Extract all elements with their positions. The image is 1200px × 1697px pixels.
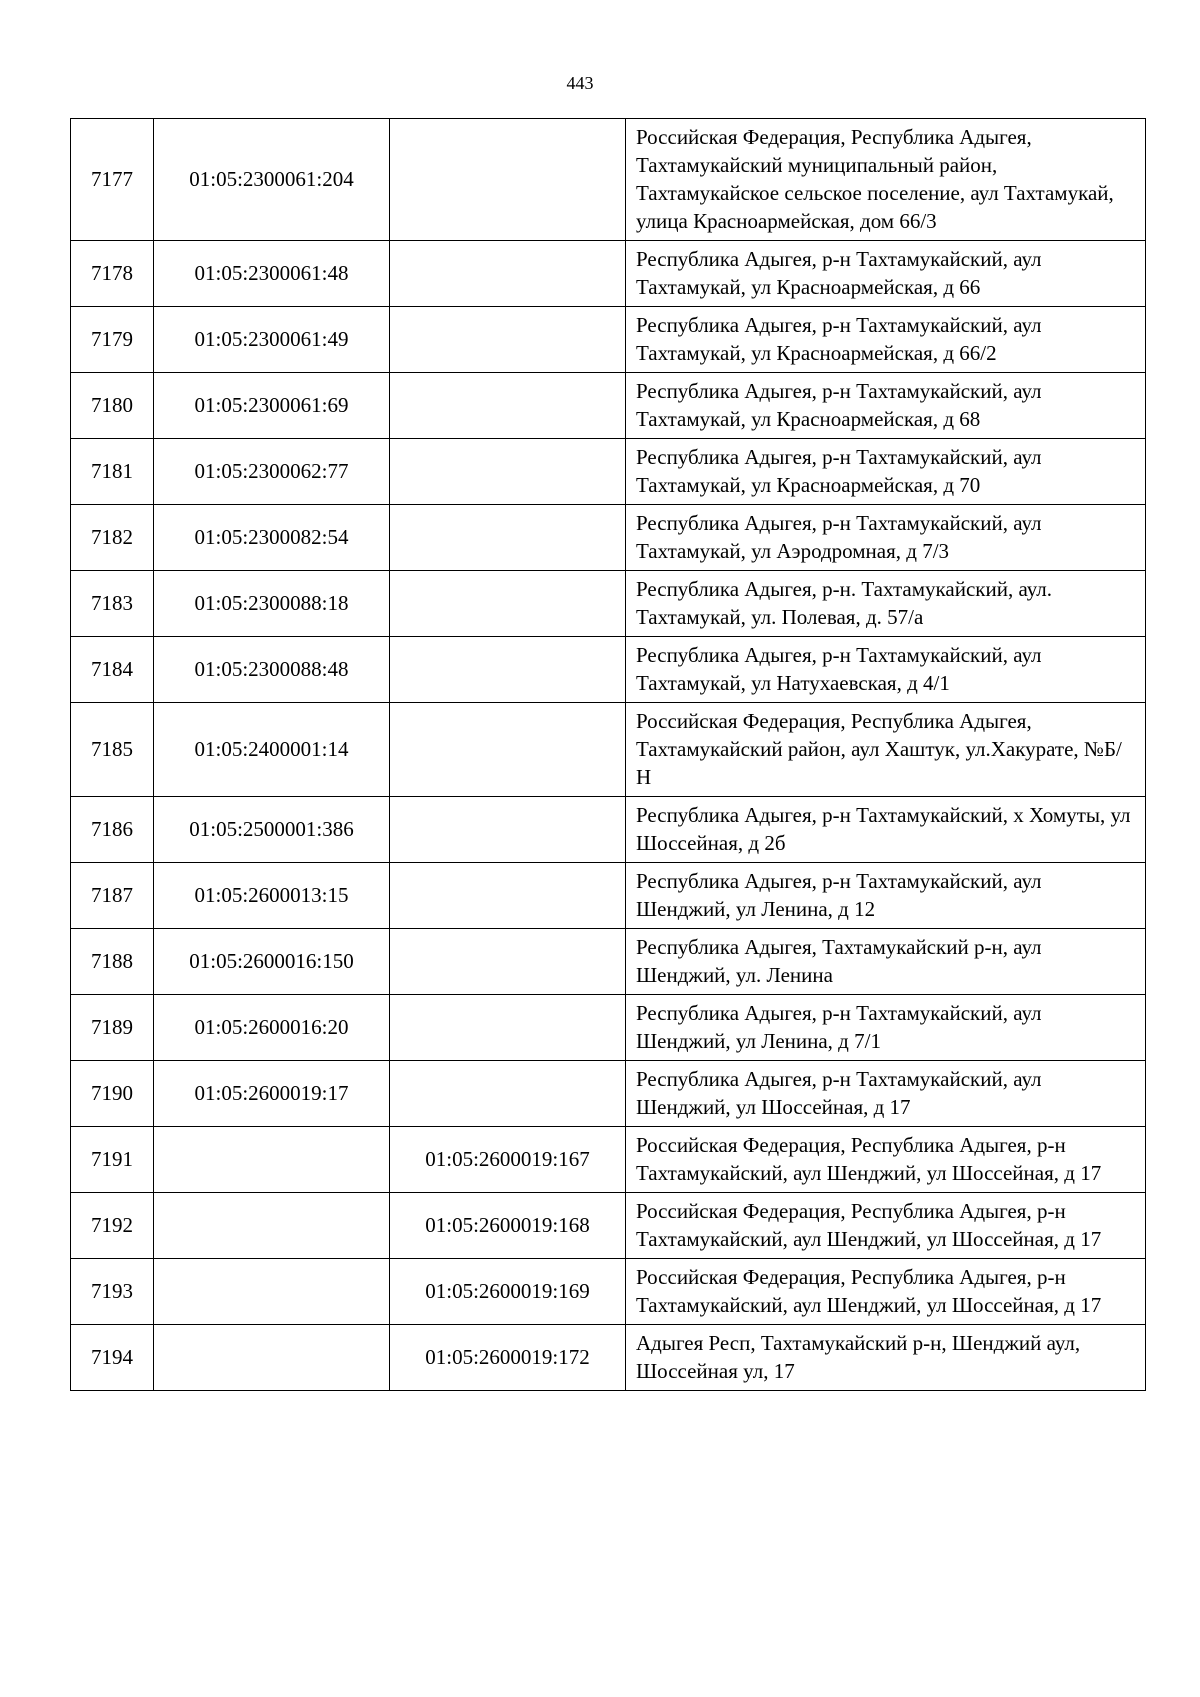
cadastral-parcel-cell [154,1325,390,1391]
cadastral-object-cell [390,1061,626,1127]
table-row [71,797,1146,863]
cadastral-parcel-cell: 01:05:2300082:54 [154,505,390,571]
cadastral-object-cell [390,637,626,703]
row-number-cell: 7184 [71,637,154,703]
address-cell: Республика Адыгея, р-н Тахтамукайский, аул Тахтамукай, ул Аэродромная, д 7/3 [626,505,1146,571]
cadastral-parcel-cell: 01:05:2300088:18 [154,571,390,637]
row-number-cell: 7180 [71,373,154,439]
cadastral-object-cell [390,929,626,995]
table-row [71,995,1146,1061]
row-number-cell: 7191 [71,1127,154,1193]
row-number-cell: 7179 [71,307,154,373]
cadastral-parcel-cell: 01:05:2500001:386 [154,797,390,863]
cadastral-object-cell [390,119,626,241]
cadastral-parcel-cell: 01:05:2600019:17 [154,1061,390,1127]
address-cell: Республика Адыгея, р-н Тахтамукайский, аул Шенджий, ул Шоссейная, д 17 [626,1061,1146,1127]
row-number-cell: 7192 [71,1193,154,1259]
table-row [71,241,1146,307]
cadastral-object-cell [390,863,626,929]
address-cell: Российская Федерация, Республика Адыгея, р-н Тахтамукайский, аул Шенджий, ул Шоссейная, д 17 [626,1193,1146,1259]
address-cell: Республика Адыгея, р-н Тахтамукайский, аул Шенджий, ул Ленина, д 7/1 [626,995,1146,1061]
cadastral-object-cell [390,439,626,505]
cadastral-parcel-cell [154,1127,390,1193]
address-cell: Республика Адыгея, Тахтамукайский р-н, аул Шенджий, ул. Ленина [626,929,1146,995]
table-row [71,863,1146,929]
cadastral-object-cell: 01:05:2600019:169 [390,1259,626,1325]
row-number-cell: 7185 [71,703,154,797]
cadastral-parcel-cell: 01:05:2600016:20 [154,995,390,1061]
cadastral-object-cell [390,241,626,307]
table-row [71,505,1146,571]
cadastral-parcel-cell [154,1259,390,1325]
table-row [71,119,1146,241]
address-cell: Российская Федерация, Республика Адыгея, Тахтамукайский муниципальный район, Тахтамукайское сельское поселение, аул Тахтамукай, улица Красноармейская, дом 66/3 [626,119,1146,241]
table-row [71,307,1146,373]
cadastral-parcel-cell: 01:05:2600013:15 [154,863,390,929]
page-number: 443 [566,73,594,93]
address-cell: Республика Адыгея, р-н Тахтамукайский, аул Тахтамукай, ул Красноармейская, д 66 [626,241,1146,307]
row-number-cell: 7183 [71,571,154,637]
table-row [71,1325,1146,1391]
table-row [71,637,1146,703]
row-number-cell: 7177 [71,119,154,241]
address-cell: Республика Адыгея, р-н Тахтамукайский, аул Тахтамукай, ул Красноармейская, д 68 [626,373,1146,439]
address-cell: Адыгея Респ, Тахтамукайский р-н, Шенджий аул, Шоссейная ул, 17 [626,1325,1146,1391]
address-cell: Республика Адыгея, р-н Тахтамукайский, аул Тахтамукай, ул Натухаевская, д 4/1 [626,637,1146,703]
cadastral-parcel-cell: 01:05:2300061:48 [154,241,390,307]
address-cell: Республика Адыгея, р-н. Тахтамукайский, аул. Тахтамукай, ул. Полевая, д. 57/а [626,571,1146,637]
table-row [71,1127,1146,1193]
row-number-cell: 7187 [71,863,154,929]
row-number-cell: 7193 [71,1259,154,1325]
cadastral-object-cell [390,505,626,571]
row-number-cell: 7189 [71,995,154,1061]
row-number-cell: 7188 [71,929,154,995]
cadastral-object-cell: 01:05:2600019:167 [390,1127,626,1193]
table-row [71,373,1146,439]
cadastral-object-cell: 01:05:2600019:172 [390,1325,626,1391]
cadastral-object-cell [390,797,626,863]
row-number-cell: 7181 [71,439,154,505]
cadastral-parcel-cell: 01:05:2300061:49 [154,307,390,373]
cadastral-parcel-cell: 01:05:2400001:14 [154,703,390,797]
cadastral-parcel-cell: 01:05:2600016:150 [154,929,390,995]
cadastral-object-cell [390,307,626,373]
table-row [71,703,1146,797]
table-row [71,1193,1146,1259]
cadastral-parcel-cell: 01:05:2300088:48 [154,637,390,703]
address-cell: Республика Адыгея, р-н Тахтамукайский, аул Шенджий, ул Ленина, д 12 [626,863,1146,929]
row-number-cell: 7194 [71,1325,154,1391]
cadastral-parcel-cell: 01:05:2300061:204 [154,119,390,241]
table-row [71,929,1146,995]
row-number-cell: 7190 [71,1061,154,1127]
address-cell: Республика Адыгея, р-н Тахтамукайский, аул Тахтамукай, ул Красноармейская, д 70 [626,439,1146,505]
address-cell: Российская Федерация, Республика Адыгея, Тахтамукайский район, аул Хаштук, ул.Хакурате, №Б/Н [626,703,1146,797]
address-cell: Республика Адыгея, р-н Тахтамукайский, аул Тахтамукай, ул Красноармейская, д 66/2 [626,307,1146,373]
address-cell: Республика Адыгея, р-н Тахтамукайский, х Хомуты, ул Шоссейная, д 2б [626,797,1146,863]
cadastral-parcel-cell: 01:05:2300062:77 [154,439,390,505]
table-row [71,439,1146,505]
registry-table [70,118,1146,1391]
cadastral-parcel-cell [154,1193,390,1259]
cadastral-object-cell [390,703,626,797]
cadastral-object-cell [390,571,626,637]
table-row [71,1061,1146,1127]
registry-table-body [71,119,1146,1391]
address-cell: Российская Федерация, Республика Адыгея, р-н Тахтамукайский, аул Шенджий, ул Шоссейная, д 17 [626,1127,1146,1193]
cadastral-object-cell [390,995,626,1061]
row-number-cell: 7186 [71,797,154,863]
address-cell: Российская Федерация, Республика Адыгея, р-н Тахтамукайский, аул Шенджий, ул Шоссейная, д 17 [626,1259,1146,1325]
cadastral-object-cell [390,373,626,439]
cadastral-parcel-cell: 01:05:2300061:69 [154,373,390,439]
table-row [71,1259,1146,1325]
table-row [71,571,1146,637]
row-number-cell: 7178 [71,241,154,307]
cadastral-object-cell: 01:05:2600019:168 [390,1193,626,1259]
row-number-cell: 7182 [71,505,154,571]
